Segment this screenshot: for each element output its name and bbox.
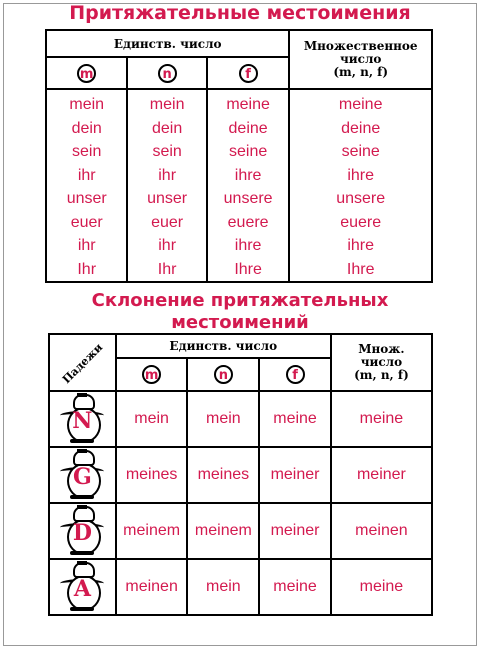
word: mein bbox=[149, 96, 185, 113]
word: ihre bbox=[234, 166, 262, 184]
word: ihr bbox=[158, 166, 177, 184]
case-cell-akkusativ bbox=[49, 559, 116, 615]
word: ihr bbox=[77, 166, 96, 184]
word: unser bbox=[66, 190, 107, 207]
word: ihre bbox=[234, 237, 262, 254]
word: deine bbox=[228, 119, 268, 137]
title-possessive-pronouns: Притяжательные местоимения bbox=[69, 2, 411, 24]
plural-header-line2: число bbox=[339, 52, 382, 66]
word: euer bbox=[151, 213, 184, 231]
form-cell: meiner bbox=[259, 503, 331, 559]
form-cell: meine bbox=[259, 391, 331, 447]
form-cell: meines bbox=[187, 447, 259, 503]
gender-f-cell bbox=[207, 57, 290, 89]
case-letter: G bbox=[72, 464, 92, 490]
case-cell-dativ bbox=[49, 503, 116, 559]
gender-n-cell bbox=[127, 57, 206, 89]
form-cell: meinen bbox=[116, 559, 188, 615]
gender-f-cell bbox=[259, 358, 331, 391]
word: euer bbox=[70, 213, 103, 231]
form-cell: meines bbox=[116, 447, 188, 503]
case-figure-icon bbox=[57, 561, 107, 613]
case-cell-genitiv bbox=[49, 447, 116, 503]
form-cell: meine bbox=[331, 559, 432, 615]
word: Ihre bbox=[234, 260, 262, 278]
word: deine bbox=[341, 119, 381, 137]
word: mein bbox=[69, 96, 105, 113]
word: dein bbox=[71, 119, 102, 137]
column-n bbox=[127, 89, 206, 282]
column-f bbox=[207, 89, 290, 282]
case-cell-nominativ bbox=[49, 391, 116, 447]
word: ihr bbox=[158, 237, 177, 254]
case-figure-icon bbox=[57, 393, 107, 445]
form-cell: meinem bbox=[187, 503, 259, 559]
declension-table bbox=[48, 333, 433, 616]
title-declension-line2: местоимений bbox=[171, 312, 309, 333]
singular-header: Единств. число bbox=[46, 30, 289, 57]
plural-header-line1: Множественное bbox=[303, 39, 418, 53]
cases-header-label: Падежи bbox=[59, 340, 106, 386]
word: seine bbox=[341, 143, 380, 160]
plural-header bbox=[331, 334, 432, 391]
case-figure-icon bbox=[57, 505, 107, 557]
word: unser bbox=[147, 190, 188, 207]
word: sein bbox=[72, 143, 102, 160]
case-letter: A bbox=[73, 576, 91, 602]
word: ihr bbox=[77, 237, 96, 254]
word: ihre bbox=[347, 237, 375, 254]
form-cell: meinem bbox=[116, 503, 188, 559]
word: Ihr bbox=[157, 260, 177, 278]
gender-m-badge: m bbox=[77, 64, 96, 83]
gender-f-badge: f bbox=[239, 64, 258, 83]
case-letter: N bbox=[72, 408, 93, 434]
form-cell: mein bbox=[187, 391, 259, 447]
case-figure-icon bbox=[57, 449, 107, 501]
plural-header-line2: число bbox=[360, 355, 403, 369]
plural-header-line1: Множ. bbox=[358, 342, 405, 356]
word: meine bbox=[338, 96, 383, 113]
form-cell: mein bbox=[187, 559, 259, 615]
word: euere bbox=[340, 213, 382, 231]
gender-f-badge: f bbox=[286, 365, 305, 384]
form-cell: meinen bbox=[331, 503, 432, 559]
form-cell: meiner bbox=[259, 447, 331, 503]
form-cell: meine bbox=[331, 391, 432, 447]
column-m bbox=[46, 89, 127, 282]
form-cell: meine bbox=[259, 559, 331, 615]
word: sein bbox=[152, 143, 182, 160]
word: Ihr bbox=[77, 260, 97, 278]
column-plural bbox=[289, 89, 432, 282]
title-declension bbox=[0, 290, 480, 334]
case-letter: D bbox=[72, 520, 92, 546]
gender-m-cell bbox=[116, 358, 188, 391]
form-cell: meiner bbox=[331, 447, 432, 503]
gender-m-cell bbox=[46, 57, 127, 89]
title-declension-line1: Склонение притяжательных bbox=[91, 290, 389, 311]
plural-header-line3: (m, n, f) bbox=[333, 65, 389, 79]
possessive-pronouns-table bbox=[45, 29, 433, 283]
word: Ihre bbox=[346, 260, 375, 278]
word: ihre bbox=[347, 166, 375, 184]
word: seine bbox=[228, 143, 268, 160]
gender-n-badge: n bbox=[214, 365, 233, 384]
singular-header: Единств. число bbox=[116, 334, 331, 358]
word: unsere bbox=[336, 190, 386, 207]
cases-header bbox=[49, 334, 116, 391]
gender-m-badge: m bbox=[142, 365, 161, 384]
word: unsere bbox=[223, 190, 273, 207]
word: dein bbox=[152, 119, 183, 137]
gender-n-badge: n bbox=[158, 64, 177, 83]
word: meine bbox=[226, 96, 270, 113]
gender-n-cell bbox=[187, 358, 259, 391]
plural-header bbox=[289, 30, 432, 89]
form-cell: mein bbox=[116, 391, 188, 447]
plural-header-line3: (m, n, f) bbox=[354, 368, 409, 382]
word: euere bbox=[227, 213, 269, 231]
